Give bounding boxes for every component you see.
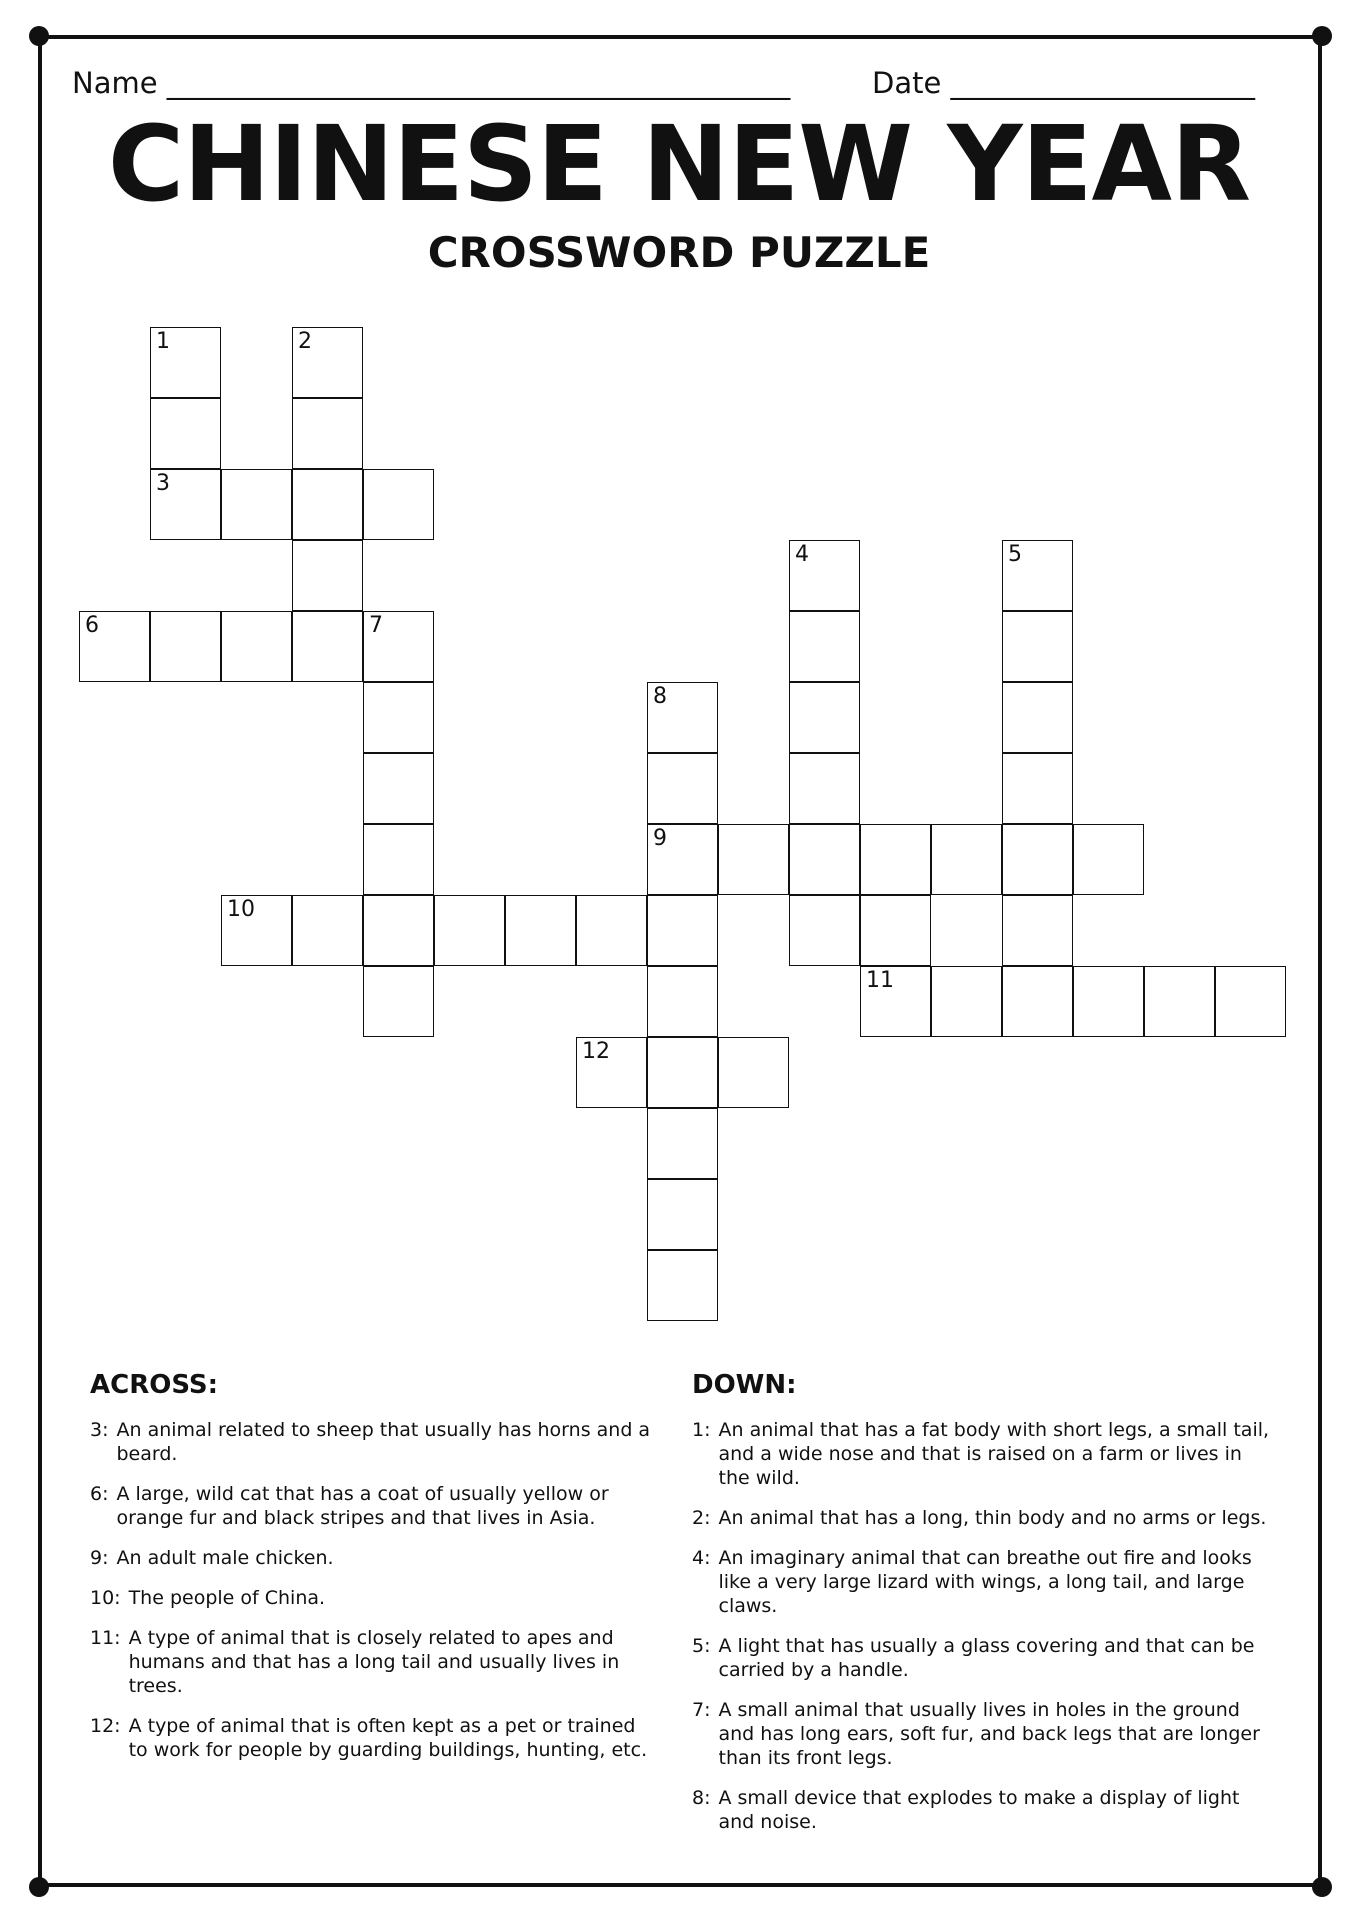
clue-number: 2 [298, 329, 312, 354]
crossword-cell[interactable] [647, 753, 718, 824]
clue-item-text: A small animal that usually lives in holes in the ground and has long ears, soft fur, and back legs that are longer than its front legs. [718, 1699, 1260, 1769]
clue-item [90, 1586, 660, 1610]
clue-item [692, 1634, 1272, 1682]
crossword-cell[interactable] [363, 753, 434, 824]
clue-item-number: 8: [692, 1787, 711, 1809]
clue-item-number: 1: [692, 1419, 711, 1441]
crossword-cell[interactable] [79, 611, 150, 682]
page-title: CHINESE NEW YEAR [107, 103, 1251, 225]
page-subtitle: CROSSWORD PUZZLE [427, 228, 931, 277]
clue-item-text: A type of animal that is closely related to apes and humans and that has a long tail and usually lives in trees. [128, 1627, 620, 1697]
crossword-cell[interactable] [292, 611, 363, 682]
crossword-cell[interactable] [789, 753, 860, 824]
clue-item-text: A small device that explodes to make a display of light and noise. [718, 1787, 1240, 1833]
crossword-cell[interactable] [150, 469, 221, 540]
crossword-cell[interactable] [789, 895, 860, 966]
clue-item-number: 4: [692, 1547, 711, 1569]
clue-number: 8 [653, 684, 667, 709]
clue-item [692, 1506, 1272, 1530]
clue-item-text: A type of animal that is often kept as a pet or trained to work for people by guarding buildings, hunting, etc. [128, 1715, 648, 1761]
crossword-cell[interactable] [647, 1108, 718, 1179]
crossword-cell[interactable] [860, 895, 931, 966]
clue-item-text: An animal that has a fat body with short legs, a small tail, and a wide nose and that is raised on a farm or lives in the wild. [718, 1419, 1270, 1489]
clue-item-text: A light that has usually a glass covering and that can be carried by a handle. [718, 1635, 1255, 1681]
clue-item-number: 2: [692, 1507, 711, 1529]
crossword-cell[interactable] [505, 895, 576, 966]
crossword-cell[interactable] [1002, 895, 1073, 966]
crossword-cell[interactable] [292, 540, 363, 611]
crossword-cell[interactable] [647, 1037, 718, 1108]
crossword-cell[interactable] [1215, 966, 1286, 1037]
clue-item [90, 1546, 660, 1570]
across-clue-list [90, 1418, 660, 1778]
clue-item [692, 1786, 1272, 1834]
crossword-cell[interactable] [363, 824, 434, 895]
clue-item [90, 1482, 660, 1530]
crossword-cell[interactable] [718, 824, 789, 895]
crossword-cell[interactable] [1002, 611, 1073, 682]
crossword-cell[interactable] [647, 682, 718, 753]
clue-item-text: An animal that has a long, thin body and no arms or legs. [718, 1507, 1267, 1529]
crossword-cell[interactable] [1002, 753, 1073, 824]
crossword-cell[interactable] [789, 824, 860, 895]
crossword-cell[interactable] [221, 895, 292, 966]
clue-item-text: The people of China. [128, 1587, 326, 1609]
clue-number: 11 [866, 968, 894, 993]
crossword-cell[interactable] [150, 611, 221, 682]
corner-dot-top-left [29, 26, 49, 46]
crossword-cell[interactable] [363, 682, 434, 753]
clue-number: 1 [156, 329, 170, 354]
crossword-cell[interactable] [292, 398, 363, 469]
crossword-cell[interactable] [150, 398, 221, 469]
clue-item-number: 3: [90, 1419, 109, 1441]
crossword-cell[interactable] [150, 327, 221, 398]
crossword-cell[interactable] [931, 966, 1002, 1037]
corner-dot-top-right [1312, 26, 1332, 46]
down-heading: DOWN: [692, 1370, 797, 1400]
crossword-cell[interactable] [789, 682, 860, 753]
clue-item-text: An adult male chicken. [116, 1547, 334, 1569]
clue-item-number: 5: [692, 1635, 711, 1657]
date-field[interactable]: Date _____________________ [872, 66, 1256, 100]
crossword-cell[interactable] [789, 611, 860, 682]
crossword-cell[interactable] [363, 895, 434, 966]
crossword-cell[interactable] [1002, 540, 1073, 611]
crossword-cell[interactable] [718, 1037, 789, 1108]
corner-dot-bottom-right [1312, 1877, 1332, 1897]
crossword-cell[interactable] [221, 469, 292, 540]
corner-dot-bottom-left [29, 1877, 49, 1897]
across-heading: ACROSS: [90, 1370, 219, 1400]
crossword-cell[interactable] [434, 895, 505, 966]
crossword-cell[interactable] [576, 1037, 647, 1108]
clue-item [90, 1418, 660, 1466]
crossword-cell[interactable] [647, 1250, 718, 1321]
clue-item [90, 1714, 660, 1762]
clue-item [692, 1418, 1272, 1490]
crossword-cell[interactable] [576, 895, 647, 966]
clue-item-number: 7: [692, 1699, 711, 1721]
clue-item-number: 11: [90, 1627, 121, 1649]
crossword-cell[interactable] [931, 824, 1002, 895]
down-clue-list [692, 1418, 1272, 1850]
clue-item-text: An animal related to sheep that usually has horns and a beard. [116, 1419, 651, 1465]
clue-item-text: A large, wild cat that has a coat of usually yellow or orange fur and black stripes and that lives in Asia. [116, 1483, 609, 1529]
clue-number: 3 [156, 471, 170, 496]
crossword-cell[interactable] [789, 540, 860, 611]
clue-item-text: An imaginary animal that can breathe out fire and looks like a very large lizard with wings, a long tail, and large claws. [718, 1547, 1252, 1617]
crossword-cell[interactable] [363, 469, 434, 540]
crossword-cell[interactable] [1002, 966, 1073, 1037]
crossword-cell[interactable] [860, 966, 931, 1037]
clue-item-number: 9: [90, 1547, 109, 1569]
crossword-cell[interactable] [647, 1179, 718, 1250]
clue-number: 5 [1008, 542, 1022, 567]
crossword-cell[interactable] [1144, 966, 1215, 1037]
crossword-cell[interactable] [363, 611, 434, 682]
crossword-cell[interactable] [1002, 682, 1073, 753]
clue-item [90, 1626, 660, 1698]
crossword-cell[interactable] [221, 611, 292, 682]
clue-number: 9 [653, 826, 667, 851]
crossword-cell[interactable] [1073, 824, 1144, 895]
clue-item-number: 12: [90, 1715, 121, 1737]
crossword-cell[interactable] [292, 469, 363, 540]
clue-item [692, 1698, 1272, 1770]
crossword-cell[interactable] [647, 895, 718, 966]
crossword-cell[interactable] [1002, 824, 1073, 895]
crossword-cell[interactable] [292, 895, 363, 966]
clue-number: 6 [85, 613, 99, 638]
crossword-cell[interactable] [647, 824, 718, 895]
clue-number: 4 [795, 542, 809, 567]
crossword-cell[interactable] [860, 824, 931, 895]
clue-number: 7 [369, 613, 383, 638]
name-field[interactable]: Name ___________________________________________ [72, 66, 791, 100]
clue-item-number: 10: [90, 1587, 121, 1609]
crossword-cell[interactable] [1073, 966, 1144, 1037]
crossword-cell[interactable] [363, 966, 434, 1037]
clue-number: 12 [582, 1039, 610, 1064]
crossword-cell[interactable] [647, 966, 718, 1037]
clue-item-number: 6: [90, 1483, 109, 1505]
crossword-cell[interactable] [292, 327, 363, 398]
clue-number: 10 [227, 897, 255, 922]
clue-item [692, 1546, 1272, 1618]
